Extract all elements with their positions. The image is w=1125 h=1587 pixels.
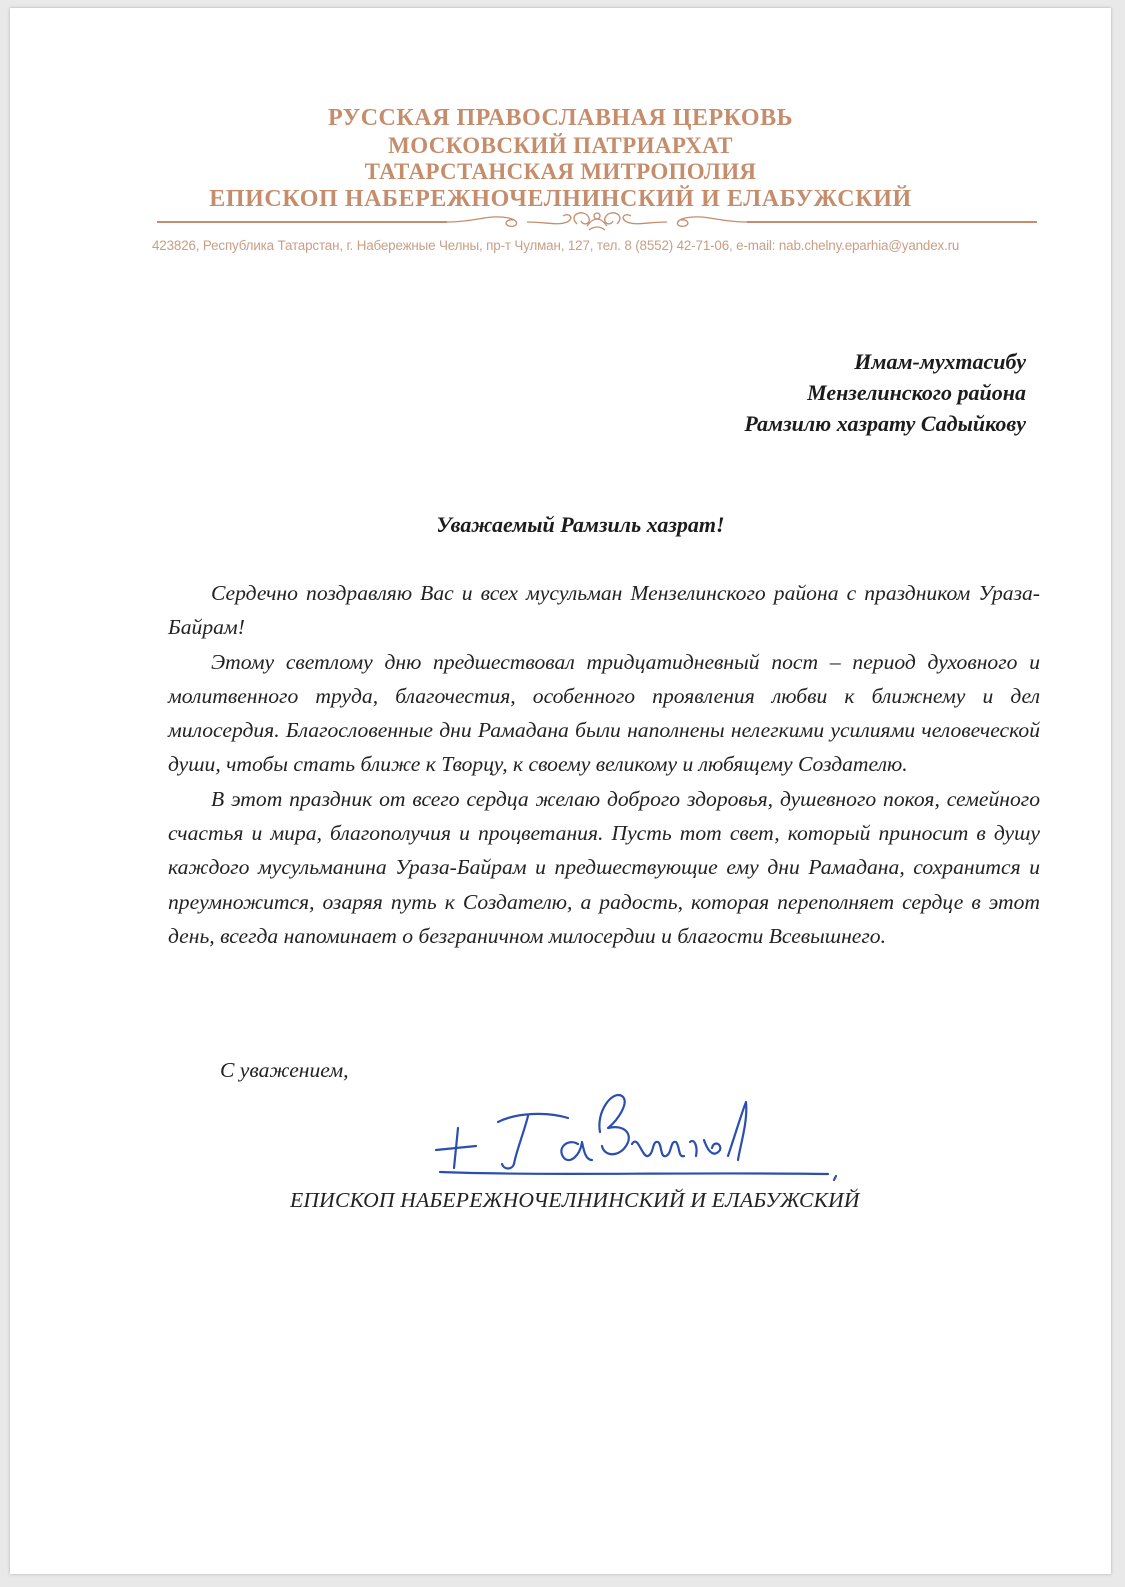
letter-body bbox=[168, 576, 1040, 953]
letter-page bbox=[10, 8, 1111, 1574]
body-paragraph: Этому светлому дню предшествовал тридцатидневный пост – период духовного и молитвенного труда, благочестия, особенного проявления любви к ближнему и дел милосердия. Благословенные дни Рамадана были наполнены нелегкими усилиями человеческой души, чтобы стать ближе к Творцу, к своему великому и любящему Создателю. bbox=[168, 649, 1040, 777]
salutation: Уважаемый Рамзиль хазрат! bbox=[436, 512, 725, 537]
recipient-line: Рамзилю хазрату Садыйкову bbox=[744, 411, 1026, 436]
recipient-line: Мензелинского района bbox=[807, 380, 1026, 405]
body-paragraph: В этот праздник от всего сердца желаю доброго здоровья, душевного покоя, семейного счастья и мира, благополучия и процветания. Пусть тот свет, который приносит в душу каждого мусульманина Ураза-Байрам и предшествующие ему дни Рамадана, сохранится и преумножится, озаряя путь к Создателю, а радость, которая переполняет сердце в этот день, всегда напоминает о безграничном милосердии и благости Всевышнего. bbox=[168, 786, 1040, 948]
letterhead-address: 423826, Республика Татарстан, г. Набережные Челны, пр-т Чулман, 127, тел. 8 (8552) 42-71-06, e-mail: nab.chelny.eparhia@yandex.ru bbox=[152, 238, 960, 253]
letterhead-church: РУССКАЯ ПРАВОСЛАВНАЯ ЦЕРКОВЬ bbox=[328, 105, 793, 131]
letterhead-patriarchate: МОСКОВСКИЙ ПАТРИАРХАТ bbox=[388, 133, 733, 158]
letterhead-bishop: ЕПИСКОП НАБЕРЕЖНОЧЕЛНИНСКИЙ И ЕЛАБУЖСКИЙ bbox=[209, 186, 912, 212]
handwritten-signature bbox=[428, 1072, 848, 1182]
body-paragraph: Сердечно поздравляю Вас и всех мусульман Мензелинского района с праздником Ураза-Байрам! bbox=[168, 581, 1040, 640]
ornament-divider-icon bbox=[157, 208, 1037, 234]
letterhead-metropolis: ТАТАРСТАНСКАЯ МИТРОПОЛИЯ bbox=[364, 159, 757, 184]
closing-phrase: С уважением, bbox=[220, 1058, 349, 1082]
signer-title: ЕПИСКОП НАБЕРЕЖНОЧЕЛНИНСКИЙ И ЕЛАБУЖСКИЙ bbox=[290, 1188, 860, 1212]
recipient-block bbox=[744, 346, 1026, 439]
recipient-line: Имам-мухтасибу bbox=[854, 349, 1026, 374]
